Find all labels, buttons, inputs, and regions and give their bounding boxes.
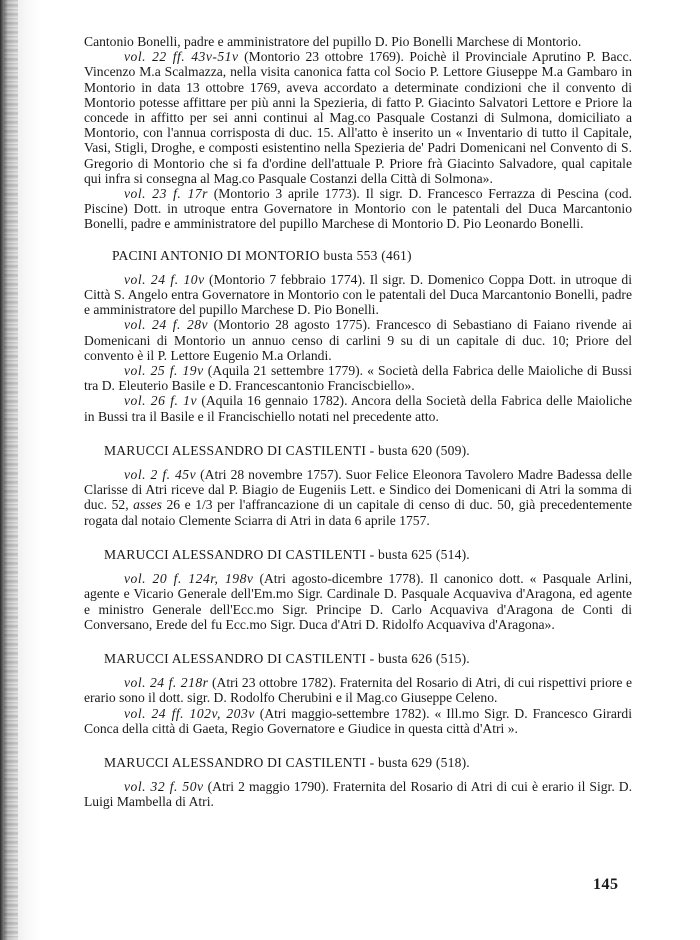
entry-text: (Aquila 21 settembre 1779). « Società della Fabrica delle Maioliche di Bussi tra D. Eleuterio Basile e D. Francescantonio Franciscbiello». xyxy=(84,363,632,394)
entry-text: (Atri agosto-dicembre 1778). Il canonico dott. « Pasquale Arlini, agente e Vicario Generale dell'Em.mo Sigr. Cardinale D. Pasquale Acquaviva d'Aragona, ed agente e ministro Generale dell'Ecc.mo Sigr. Principe D. Carlo Acquaviva d'Aragona de Conti di Conversano, Erede del fu Ecc.mo Sigr. Duca d'Atri D. Ridolfo Acquaviva d'Aragona». xyxy=(84,571,632,632)
heading-title: MARUCCI ALESSANDRO DI CASTILENTI xyxy=(104,754,367,770)
section-heading: MARUCCI ALESSANDRO DI CASTILENTI - busta 629 (518). xyxy=(104,754,470,770)
entry-text: (Montorio 23 ottobre 1769). Poichè il Provinciale Aprutino P. Bacc. Vincenzo M.a Scalmazza, nella visita canonica fatta col Socio P. Lettore Giuseppe M.a Gambaro in Montorio in data 13 ottobre 1769, aveva accordato a determinate condizioni che il convento di Montorio potesse affittare per più anni la Spezieria, di fatto P. Giacinto Salvatori Lettore e Priore la concede in affitto per sei anni continui al Mag.co Pasquale Costanzi di Sulmona, domiciliato a Montorio, con l'annua corrisposta di duc. 15. All'atto è inserito un « Inventario di tutto il Capitale, Vasi, Stigli, Droghe, e composti esistentino nella Spezieria de' Padri Domenicani nel Convento di S. Gregorio di Montorio che si fa d'ordine dell'attuale P. Priore frà Giacinto Salvadore, qual capitale qui infra si consegna al Mag.co Pasquale Costanzi della Città di Solmona». xyxy=(84,49,633,186)
entry-paragraph xyxy=(84,363,632,393)
heading-busta: busta 553 (461) xyxy=(323,247,412,263)
italic-term: asses xyxy=(133,497,162,513)
volume-reference: vol. 23 f. 17r xyxy=(124,186,208,202)
volume-reference: vol. 32 f. 50v xyxy=(124,779,204,795)
entry-paragraph xyxy=(84,779,632,809)
heading-busta: busta 626 (515). xyxy=(377,650,470,666)
heading-busta: busta 625 (514). xyxy=(377,546,470,562)
book-spine-shadow xyxy=(0,0,42,940)
entry-text: 26 e 1/3 per l'affrancazione di un capitale di censo di duc. 50, già precedentemente rogata dal notaio Clemente Sciarra di Atri in data 6 aprile 1757. xyxy=(84,497,632,528)
entry-paragraph xyxy=(84,272,632,318)
paragraph-continuation xyxy=(84,34,632,49)
volume-reference: vol. 20 f. 124r, 198v xyxy=(124,571,254,587)
entry-paragraph xyxy=(84,467,632,528)
heading-title: MARUCCI ALESSANDRO DI CASTILENTI xyxy=(104,546,367,562)
volume-reference: vol. 26 f. 1v xyxy=(124,393,198,409)
volume-reference: vol. 22 ff. 43v-51v xyxy=(124,49,239,65)
entry-text: (Aquila 16 gennaio 1782). Ancora della Società della Fabrica delle Maioliche in Bussi tra il Basile e il Francischiello notati nel precedente atto. xyxy=(84,393,632,424)
entry-paragraph xyxy=(84,675,632,705)
section-heading: MARUCCI ALESSANDRO DI CASTILENTI - busta 620 (509). xyxy=(104,442,470,458)
entry-paragraph xyxy=(84,393,632,423)
entry-paragraph xyxy=(84,49,632,186)
entry-text: (Montorio 28 agosto 1775). Francesco di Sebastiano di Faiano rivende ai Domenicani di Montorio un annuo censo di carlini 9 su di un capitale di duc. 10; Priore del convento è il P. Lettore Eugenio M.a Orlandi. xyxy=(84,317,632,363)
paragraph-text: Cantonio Bonelli, padre e amministratore del pupillo D. Pio Bonelli Marchese di Montorio. xyxy=(84,34,582,49)
volume-reference: vol. 25 f. 19v xyxy=(124,363,204,379)
heading-title: MARUCCI ALESSANDRO DI CASTILENTI xyxy=(104,650,367,666)
volume-reference: vol. 24 ff. 102v, 203v xyxy=(124,705,255,721)
entry-paragraph xyxy=(84,186,632,232)
volume-reference: vol. 24 f. 10v xyxy=(124,271,205,287)
heading-busta: busta 629 (518). xyxy=(377,754,470,770)
page-number: 145 xyxy=(593,876,619,893)
volume-reference: vol. 24 f. 218r xyxy=(124,675,209,691)
volume-reference: vol. 2 f. 45v xyxy=(124,467,197,483)
heading-title: PACINI ANTONIO DI MONTORIO xyxy=(112,247,320,263)
volume-reference: vol. 24 f. 28v xyxy=(124,317,209,333)
entry-text: (Montorio 3 aprile 1773). Il sigr. D. Francesco Ferrazza di Pescina (cod. Piscine) Dott. in utroque entra Governatore in Montorio con le patentali del Duca Marcantonio Bonelli, padre e amministratore del pupillo Marchese di Montorio D. Pio Leonardo Bonelli. xyxy=(84,186,632,232)
entry-paragraph xyxy=(84,317,632,363)
document-body xyxy=(84,34,632,810)
entry-text: (Atri 23 ottobre 1782). Fraternita del Rosario di Atri, di cui rispettivi priore e erario sono il dott. sigr. D. Rodolfo Cherubini e il Mag.co Giuseppe Celeno. xyxy=(84,675,632,706)
entry-text: (Montorio 7 febbraio 1774). Il sigr. D. Domenico Coppa Dott. in utroque di Città S. Angelo entra Governatore in Montorio con le patentali del Duca Marcantonio Bonelli, padre e amministratore del pupillo Marchese D. Pio Bonelli. xyxy=(84,271,632,318)
section-heading: MARUCCI ALESSANDRO DI CASTILENTI - busta 625 (514). xyxy=(104,546,470,562)
entry-text: (Atri maggio-settembre 1782). « Ill.mo Sigr. D. Francesco Girardi Conca della città di Gaeta, Regio Governatore e Giudice in questa città d'Atri ». xyxy=(84,705,633,736)
entry-paragraph xyxy=(84,706,632,736)
section-heading xyxy=(84,248,632,263)
heading-title: MARUCCI ALESSANDRO DI CASTILENTI xyxy=(104,442,367,458)
entry-paragraph xyxy=(84,571,632,632)
entry-text: (Atri 28 novembre 1757). Suor Felice Eleonora Tavolero Madre Badessa delle Clarisse di Atri riceve dal P. Biagio de Eugeniis Lett. e Sindico dei Domenicani di Atri la somma di duc. 52, xyxy=(84,467,632,513)
entry-text: (Atri 2 maggio 1790). Fraternita del Rosario di Atri di cui è erario il Sigr. D. Luigi Mambella di Atri. xyxy=(84,779,632,810)
section-heading: MARUCCI ALESSANDRO DI CASTILENTI - busta 626 (515). xyxy=(104,650,470,666)
heading-busta: busta 620 (509). xyxy=(377,442,470,458)
